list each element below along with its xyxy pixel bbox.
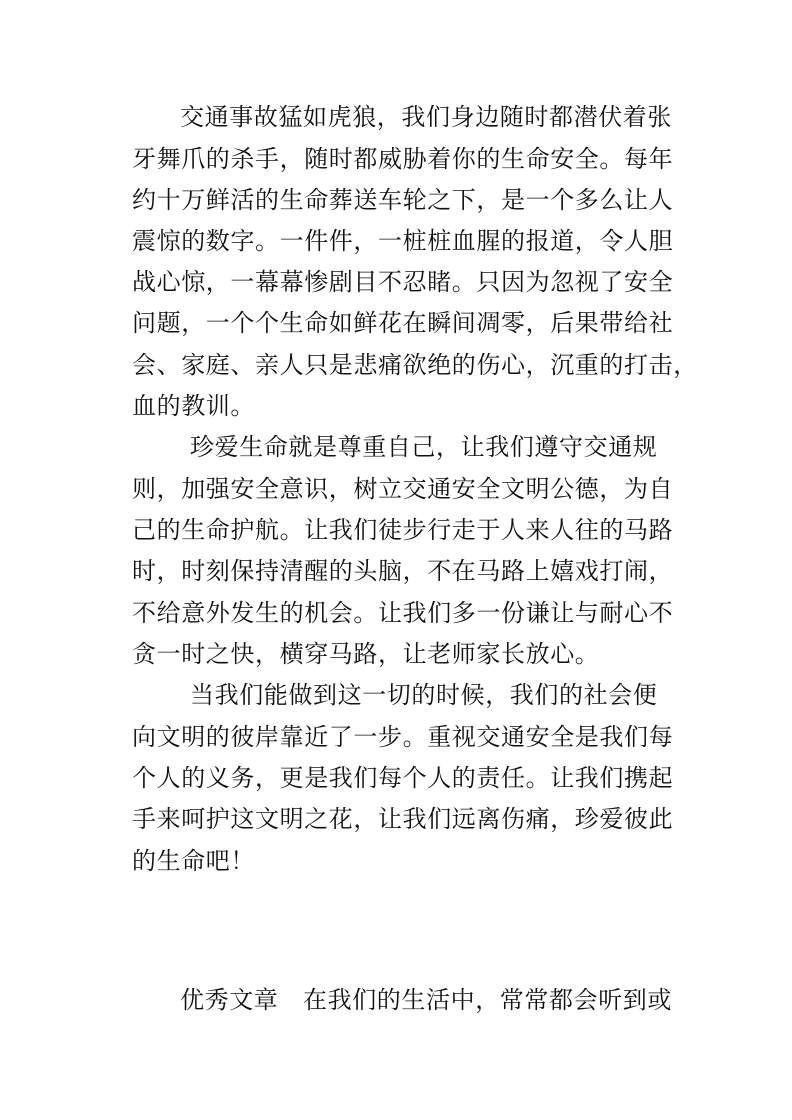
paragraph-1-line-6: 问题，一个个生命如鲜花在瞬间凋零，后果带给社 — [132, 309, 674, 337]
paragraph-3-line-4: 手来呵护这文明之花，让我们远离伤痛，珍爱彼此 — [132, 805, 674, 833]
paragraph-2-line-5: 不给意外发生的机会。让我们多一份谦让与耐心不 — [132, 599, 674, 627]
paragraph-3-line-1: 当我们能做到这一切的时候，我们的社会便 — [190, 681, 658, 709]
paragraph-1-line-2: 牙舞爪的杀手，随时都威胁着你的生命安全。每年 — [132, 145, 674, 173]
paragraph-1-line-1: 交通事故猛如虎狼，我们身边随时都潜伏着张 — [180, 103, 672, 131]
paragraph-2-line-3: 己的生命护航。让我们徒步行走于人来人往的马路 — [132, 516, 674, 544]
paragraph-1-line-5: 战心惊，一幕幕惨剧目不忍睹。只因为忽视了安全 — [132, 268, 674, 296]
paragraph-3-line-5: 的生命吧！ — [132, 847, 255, 875]
paragraph-2-line-6: 贪一时之快，横穿马路，让老师家长放心。 — [132, 640, 600, 668]
paragraph-3-line-2: 向文明的彼岸靠近了一步。重视交通安全是我们每 — [132, 723, 674, 751]
paragraph-2-line-2: 则，加强安全意识，树立交通安全文明公德，为自 — [132, 475, 674, 503]
paragraph-1-line-4: 震惊的数字。一件件，一桩桩血腥的报道，令人胆 — [132, 227, 674, 255]
paragraph-1-line-8: 血的教训。 — [132, 392, 255, 420]
paragraph-3-line-3: 个人的义务，更是我们每个人的责任。让我们携起 — [132, 764, 674, 792]
paragraph-2-line-4: 时，时刻保持清醒的头脑，不在马路上嬉戏打闹， — [132, 557, 674, 585]
paragraph-2-line-1: 珍爱生命就是尊重自己，让我们遵守交通规 — [190, 433, 658, 461]
next-article-line: 优秀文章 在我们的生活中，常常都会听到或 — [180, 986, 672, 1014]
paragraph-1-line-3: 约十万鲜活的生命葬送车轮之下，是一个多么让人 — [132, 186, 674, 214]
paragraph-1-line-7: 会、家庭、亲人只是悲痛欲绝的伤心，沉重的打击， — [132, 351, 698, 379]
